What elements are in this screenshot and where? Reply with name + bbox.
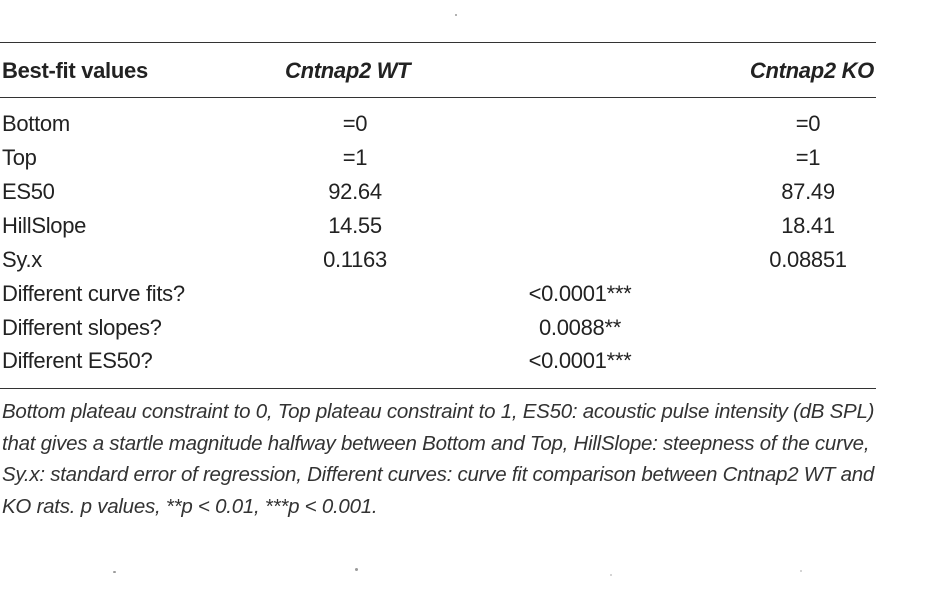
header-cntnap2-wt: Cntnap2 WT bbox=[285, 58, 411, 83]
comparison-p-value: 0.0088** bbox=[538, 315, 621, 340]
table-row bbox=[0, 209, 876, 243]
row-label: ES50 bbox=[2, 179, 55, 204]
comparison-row bbox=[0, 277, 876, 311]
scan-speck bbox=[113, 571, 116, 573]
table-row bbox=[0, 175, 876, 209]
bottom-rule bbox=[0, 388, 876, 389]
comparison-p-value: <0.0001*** bbox=[528, 281, 632, 306]
comparison-row bbox=[0, 311, 876, 345]
comparison-label: Different curve fits? bbox=[2, 281, 185, 306]
header-cntnap2-ko: Cntnap2 KO bbox=[749, 58, 874, 83]
comparison-label: Different ES50? bbox=[2, 348, 153, 373]
wt-value: 14.55 bbox=[328, 213, 382, 238]
wt-value: 92.64 bbox=[328, 179, 382, 204]
row-label: Bottom bbox=[2, 111, 70, 136]
ko-value: =1 bbox=[795, 145, 821, 170]
top-rule bbox=[0, 42, 876, 43]
scan-speck bbox=[610, 574, 612, 576]
ko-value: 0.08851 bbox=[769, 247, 847, 272]
comparison-p-value: <0.0001*** bbox=[528, 348, 632, 373]
scan-speck bbox=[800, 570, 802, 572]
table-row bbox=[0, 243, 876, 277]
header-row bbox=[0, 54, 876, 88]
table-row bbox=[0, 107, 876, 141]
comparison-row bbox=[0, 344, 876, 378]
header-rule bbox=[0, 97, 876, 98]
ko-value: 87.49 bbox=[781, 179, 835, 204]
wt-value: =0 bbox=[342, 111, 368, 136]
ko-value: =0 bbox=[795, 111, 821, 136]
row-label: Sy.x bbox=[2, 247, 42, 272]
wt-value: =1 bbox=[342, 145, 368, 170]
scan-speck bbox=[355, 568, 358, 571]
header-best-fit-values: Best-fit values bbox=[2, 58, 148, 83]
wt-value: 0.1163 bbox=[323, 247, 387, 272]
table-footnote: Bottom plateau constraint to 0, Top plateau constraint to 1, ES50: acoustic pulse intensity (dB SPL) that gives a startle magnitude halfway between Bottom and Top, HillSlope: steepness of the curve, Sy.x: standard error of regression, Different curves: curve fit comparison between Cntnap2 WT and KO rats. p values, **p < 0.01, ***p < 0.001. bbox=[2, 400, 875, 518]
ko-value: 18.41 bbox=[781, 213, 835, 238]
row-label: HillSlope bbox=[2, 213, 87, 238]
table-row bbox=[0, 141, 876, 175]
comparison-label: Different slopes? bbox=[2, 315, 162, 340]
scan-speck bbox=[455, 14, 457, 16]
row-label: Top bbox=[2, 145, 37, 170]
